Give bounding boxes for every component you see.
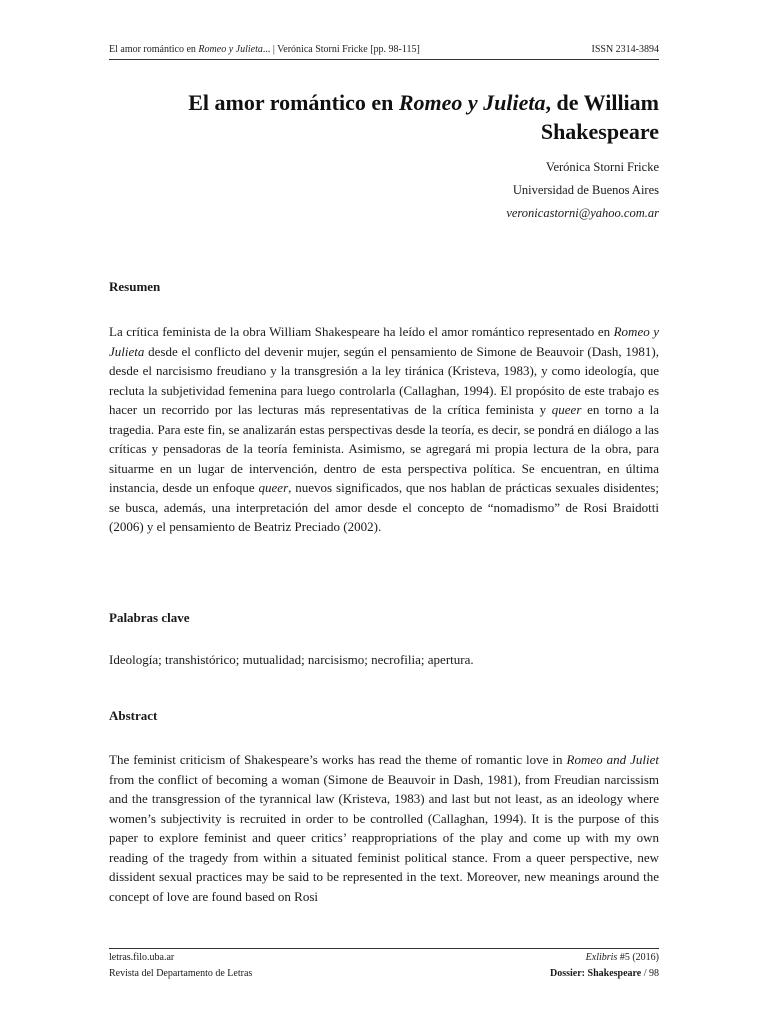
footer-page: Dossier: Shakespeare / 98 — [550, 968, 659, 979]
footer-rule — [109, 948, 659, 949]
resumen-paragraph: La crítica feminista de la obra William Shakespeare ha leído el amor romántico representado en Romeo y Julieta desde el conflicto del devenir mujer, según el pensamiento de Simone de Beauvoir (Dash, 1981), desde el narcisismo freudiano y la transgresión a la ley tiránica (Kristeva, 1983), y como ideología, que recluta la subjetividad femenina para luego controlarla (Callaghan, 1994). El propósito de este trabajo es hacer un recorrido por las lecturas más representativas de la crítica feminista y queer en torno a la tragedia. Para este fin, se analizarán estas perspectivas desde la teoría, es decir, se pondrá en diálogo a las críticas y pensadoras de la teoría feminista. Asimismo, se agregará mi propia lectura de la obra, para situarme en un lugar de intervención, dentro de esta perspectiva política. Se encuentran, en última instancia, desde un enfoque queer, nuevos significados, que nos hablan de prácticas sexuales disidentes; se busca, además, una interpretación del amor desde el concepto de “nomadismo” de Rosi Braidotti (2006) y el pensamiento de Beatriz Preciado (2002). — [109, 324, 659, 534]
footer-journal: Revista del Departamento de Letras — [109, 968, 253, 979]
author-email: veronicastorni@yahoo.com.ar — [506, 206, 659, 220]
author-name: Verónica Storni Fricke — [545, 160, 659, 174]
author-block — [109, 156, 659, 225]
header-citation: El amor romántico en Romeo y Julieta... | Verónica Storni Fricke [pp. 98-115] — [109, 44, 420, 55]
header-rule — [109, 59, 659, 60]
footer-url: letras.filo.uba.ar — [109, 952, 175, 963]
abstract-paragraph: The feminist criticism of Shakespeare’s works has read the theme of romantic love in Romeo and Juliet from the conflict of becoming a woman (Simone de Beauvoir in Dash, 1981), from Freudian narcissism and the transgression of the tyrannical law (Kristeva, 1983) and last but not least, as an ideology where women’s subjectivity is recruited in order to be controlled (Callaghan, 1994). It is the purpose of this paper to explore feminist and queer critics’ reappropriations of the play and come up with my own reading of the tragedy from within a situated feminist political stance. From a queer perspective, new dissident sexual practices may be said to be represented in the text. Moreover, new meanings around the concept of love are found based on Rosi — [109, 752, 660, 904]
keywords-text: Ideología; transhistórico; mutualidad; narcisismo; necrofilia; apertura. — [109, 652, 474, 667]
abstract-heading: Abstract — [109, 708, 158, 723]
author-affiliation: Universidad de Buenos Aires — [512, 183, 659, 197]
keywords-heading: Palabras clave — [109, 610, 190, 625]
article-title: El amor romántico en Romeo y Julieta, de William Shakespeare — [188, 90, 659, 144]
resumen-heading: Resumen — [109, 279, 161, 294]
header-issn: ISSN 2314-3894 — [591, 44, 659, 55]
footer-issue: Exlibris #5 (2016) — [585, 952, 659, 963]
